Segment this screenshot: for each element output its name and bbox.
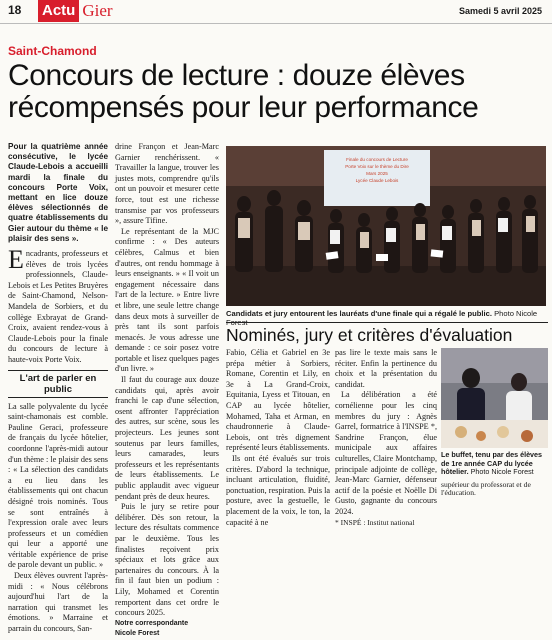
article-paragraph: La délibération a été cornélienne pour les cinq membres du jury : Agnès Garrel, formatrice à l'INSPE *, Sandrine Françon, élue municipale aux affaires culturelles, Claire Montchamp, principale adjointe de collège, Jean-Marc Garnier, défenseur actif de la poésie et Noëlle Di Gusto, gagnante du concours 2024. [335,390,437,516]
drop-cap: E [8,245,24,275]
newspaper-logo [38,0,113,22]
article-column-1 [8,142,108,634]
main-photo [226,146,546,306]
section-title: Nominés, jury et critères d'évaluation [226,322,548,345]
photo-credit: Photo Nicole Forest [226,309,538,327]
article-headline: Concours de lecture : douze élèves récompensés pour leur performance [8,59,479,124]
article-paragraph [8,245,108,366]
article-footnote: * INSPÉ : Institut national [335,517,415,527]
screen-line-1: Finale du concours de Lecture [346,157,408,162]
page-header [0,0,552,24]
buffet-photo [441,348,548,448]
article-column-3 [226,348,330,527]
buffet-photo-caption [441,451,548,498]
article-paragraph: Deux élèves ouvrent l'après-midi : « Nous célébrons aujourd'hui l'art de la narration qui transmet les émotions. » Marraine et parrain du concours, San- [8,571,108,634]
logo-brand-main: Actu [38,0,79,22]
article-column-4 [335,348,437,527]
footnote-continuation: supérieur du professorat et de l'éducation. [441,479,531,498]
article-signature: Notre correspondante [115,619,189,627]
page-number: 18 [8,3,22,17]
issue-date: Samedi 5 avril 2025 [458,6,542,16]
caption-text: Le buffet, tenu par des élèves de 1re année CAP du lycée hôtelier. [441,450,543,477]
buffet-photo-illustration [441,348,548,448]
article-author: Nicole Forest [115,630,160,638]
group-photo-illustration [226,146,546,306]
article-paragraph: Le représentant de la MJC confirme : « Des auteurs célèbres, Calmus et bien d'autres, ont rendu hommage à leurs enseignants. » « Il voit un engagement nécessaire dans l'art de la lecture. » Entre livre et libre, une seule lettre change dans deux mots à surveiller de près tant ils sont parfois menacés. Je vous adresse une demande : ce soir posez votre portable et lisez quelques pages d'un livre. » [115,226,219,374]
article-paragraph: Puis le jury se retire pour délibérer. Dès son retour, la lecture des résultats commence par le deuxième. Tous les finalistes reçoivent prix spéciaux et lots grâce aux partenaires du concours. À la fin il faut bien un podium : Lily, Mohamed et Corentin remportent dans cet ordre le concours 2025. [115,502,219,618]
screen-line-2: Porte Voix sur le thème du Dire [345,164,409,169]
article-column-2 [115,142,219,638]
article-lead: Pour la quatrième année consécutive, le lycée Claude-Lebois a accueilli mardi la finale du concours Porte Voix, mettant en lice douze élèves sélectionnés de quatre établissements du Gier autour du thème « le plaisir des sens ». [8,142,108,243]
screen-line-4: Lycée Claude Lebois [355,178,399,183]
article-paragraph: Ils ont été évalués sur trois critères. D'abord la technique, incluant articulation, fluidité, ponctuation, respiration. Puis la posture, avec la gestuelle, le placement de la voix, le ton, la capacité à ne [226,453,330,527]
article-subhead: L'art de parler en public [8,370,108,398]
logo-brand-region: Gier [82,1,113,20]
article-paragraph: Il faut du courage aux douze candidats qui, après avoir franchi le cap d'une sélection, osent affronter l'appréciation des autres, sur scène, sous les projecteurs. Les jeunes sont soutenus par leurs familles, leurs camarades, leurs professeurs et les représentants de leurs établissements. Le public applaudit avec vigueur pendant près de deux heures. [115,375,219,501]
caption-text: Candidats et jury entourent les lauréats d'une finale qui a régalé le public. [226,309,492,318]
article-paragraph: Fabio, Célia et Gabriel en 3e prépa métier à Sorbiers, Romane, Corentin et Lily, en 3e à La Grand-Croix, Equitania, Lyess et Titouan, en CAP au lycée hôtelier, Mohamed, Taha et Arman, en chaudronnerie à Claude-Lebois, ont très dignement représenté leurs établissements. [226,348,330,453]
article-paragraph: pas lire le texte mais sans le réciter. Enfin la pertinence du choix et la présentation du candidat. [335,348,437,389]
article-paragraph: La salle polyvalente du lycée saint-chamonais est comble. Pauline Geraci, professeure de français du lycée hôtelier, coordonne l'après-midi autour d'un thème : le plaisir des sens : « La sélection des candidats a eu lieu dans les établissements qui ont chacun désigné trois nominés. Tous se sont entraînés à l'expression orale avec leurs professeurs et un comédien qui leur a apporté une véritable expérience de prise de parole devant un public. » [8,401,108,570]
photo-credit: Photo Nicole Forest [470,467,534,477]
paragraph-text: ncadrants, professeurs et élèves de trois lycées professionnels, Claude-Lebois et Les Petites Bruyères de Saint-Chamond, Nelson-Mandela de Sorbiers, et du collège Exbrayat de Grand-Croix, avaient rendez-vous à Claude-Lebois pour la finale du concours de lecture à haute-voix Porte Voix. [8,249,108,364]
screen-line-3: Mars 2025 [366,171,388,176]
article-kicker: Saint-Chamond [8,44,97,58]
article-paragraph: drine Françon et Jean-Marc Garnier renchérissent. « Travailler la langue, trouver les justes mots, comprendre qu'ils ont un pouvoir et mesurer cette force, tout est une richesse transmise par vos professeurs », assure Tifine. [115,142,219,226]
